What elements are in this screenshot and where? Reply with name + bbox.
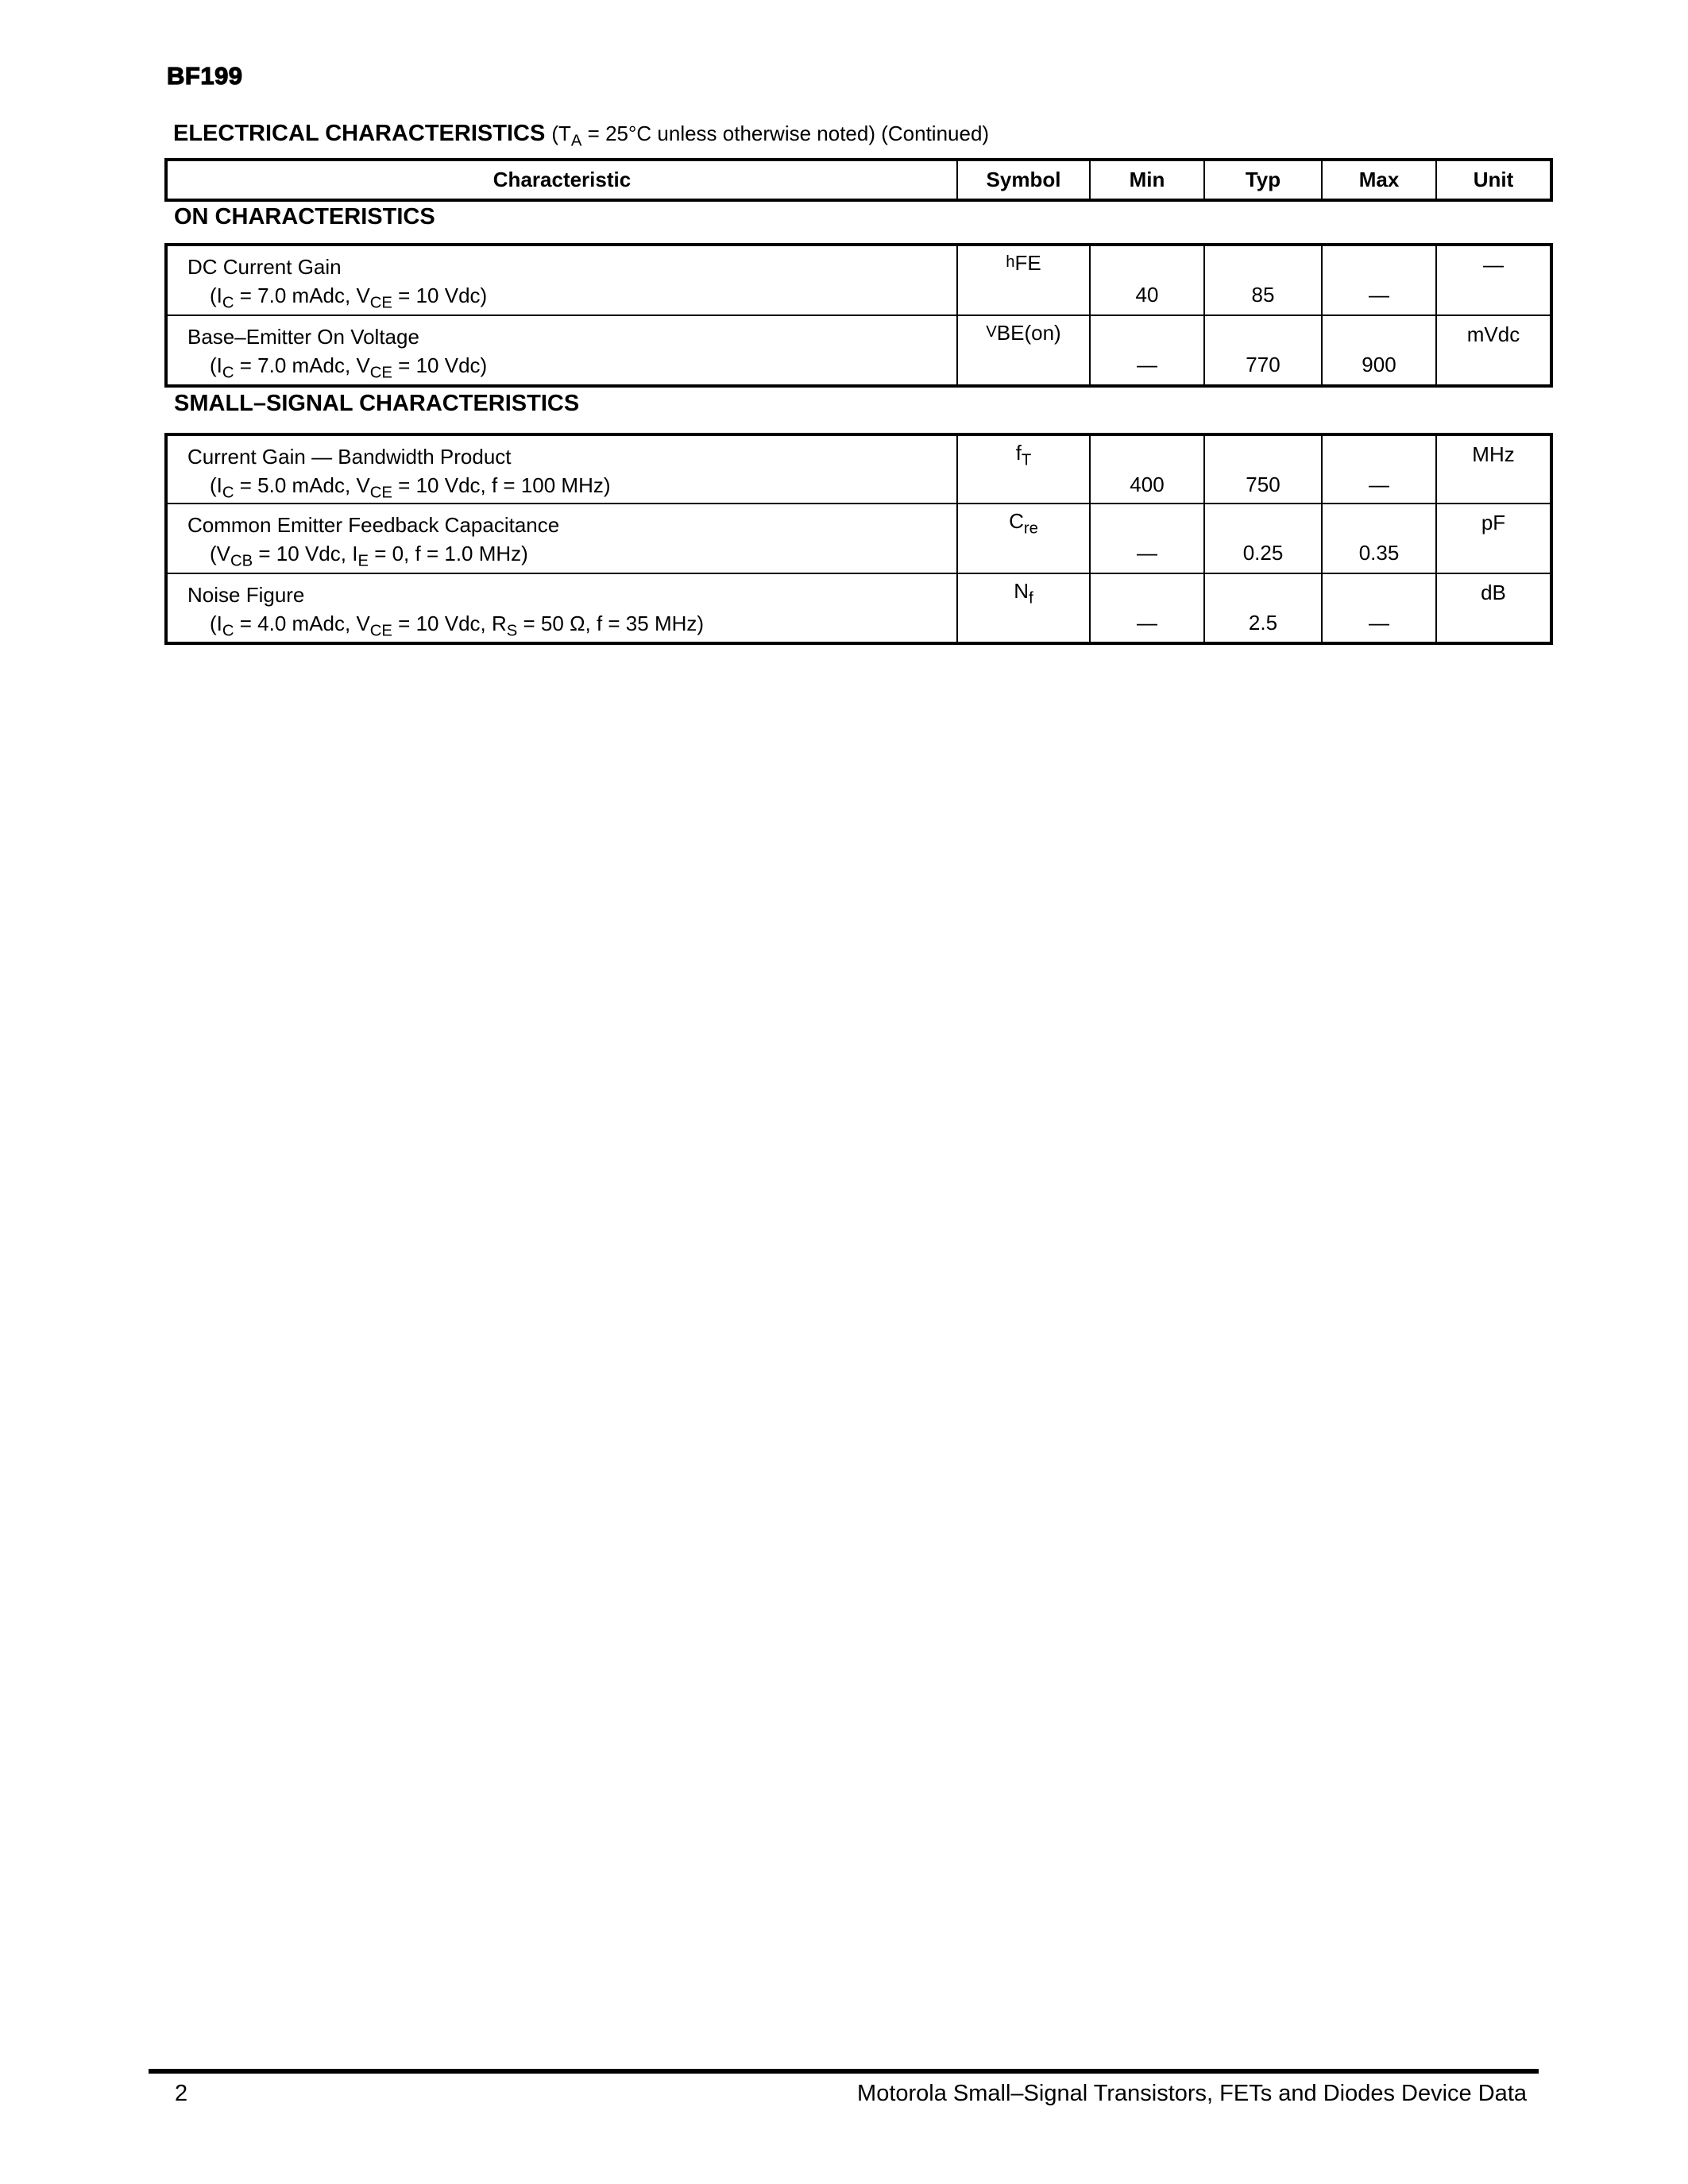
column-header-typ: Typ xyxy=(1204,160,1322,200)
group-label-on-characteristics: ON CHARACTERISTICS xyxy=(174,204,435,230)
column-header-unit: Unit xyxy=(1436,160,1551,200)
min-cell: — xyxy=(1090,315,1204,386)
column-header-symbol: Symbol xyxy=(957,160,1090,200)
section-title xyxy=(173,121,990,150)
symbol-cell: $N_f$ xyxy=(957,573,1090,643)
test-condition: ($I_C = 4.0$ mAdc, $V_{CE} = 10$ Vdc, $R_S = 50$ Ω, f = 35 MHz) xyxy=(210,612,705,640)
section-title-text: ELECTRICAL CHARACTERISTICS xyxy=(173,121,546,146)
typ-cell: 750 xyxy=(1204,434,1322,504)
characteristic-cell xyxy=(166,434,957,504)
page-number: 2 xyxy=(175,2081,188,2106)
max-cell: 0.35 xyxy=(1322,504,1436,573)
test-condition: ($I_C = 7.0$ mAdc, $V_{CE} = 10$ Vdc) xyxy=(210,353,488,382)
max-cell: — xyxy=(1322,573,1436,643)
table-on-characteristics xyxy=(164,243,1553,388)
footer-publication: Motorola Small–Signal Transistors, FETs and Diodes Device Data xyxy=(857,2081,1527,2106)
max-cell: 900 xyxy=(1322,315,1436,386)
column-header-min: Min xyxy=(1090,160,1204,200)
condition-suffix: = 25°C unless otherwise noted) (Continued) xyxy=(581,122,990,145)
characteristic-cell xyxy=(166,245,957,315)
condition-prefix: (T xyxy=(551,122,571,145)
unit-cell: MHz xyxy=(1436,434,1551,504)
group-label-small-signal: SMALL–SIGNAL CHARACTERISTICS xyxy=(174,391,580,416)
characteristic-cell xyxy=(166,504,957,573)
min-cell: — xyxy=(1090,504,1204,573)
table-row xyxy=(166,573,1551,643)
table-row xyxy=(166,245,1551,315)
unit-cell: — xyxy=(1436,245,1551,315)
typ-cell: 0.25 xyxy=(1204,504,1322,573)
characteristic-cell xyxy=(166,573,957,643)
test-condition: ($I_C = 7.0$ mAdc, $V_{CE} = 10$ Vdc) xyxy=(210,284,488,312)
symbol-cell: $f_T$ xyxy=(957,434,1090,504)
typ-cell: 770 xyxy=(1204,315,1322,386)
test-condition: ($V_{CB} = 10$ Vdc, $I_E = 0$, f = 1.0 MHz) xyxy=(210,542,528,570)
min-cell: 40 xyxy=(1090,245,1204,315)
characteristic-name: Current Gain — Bandwidth Product xyxy=(187,445,512,469)
characteristic-name: Common Emitter Feedback Capacitance xyxy=(187,513,560,537)
characteristic-name: Base–Emitter On Voltage xyxy=(187,325,419,349)
table-row xyxy=(166,315,1551,386)
test-condition: ($I_C = 5.0$ mAdc, $V_{CE} = 10$ Vdc, f = 100 MHz) xyxy=(210,473,611,502)
unit-cell: mVdc xyxy=(1436,315,1551,386)
characteristic-cell xyxy=(166,315,957,386)
min-cell: — xyxy=(1090,573,1204,643)
footer-rule xyxy=(149,2069,1539,2074)
typ-cell: 85 xyxy=(1204,245,1322,315)
table-row xyxy=(166,434,1551,504)
symbol-cell: $^V$BE(on) xyxy=(957,315,1090,386)
min-cell: 400 xyxy=(1090,434,1204,504)
unit-cell: dB xyxy=(1436,573,1551,643)
column-header-characteristic: Characteristic xyxy=(166,160,957,200)
column-header-max: Max xyxy=(1322,160,1436,200)
section-condition xyxy=(551,122,990,150)
typ-cell: 2.5 xyxy=(1204,573,1322,643)
table-small-signal-characteristics xyxy=(164,433,1553,645)
condition-sub: A xyxy=(570,132,582,150)
characteristic-name: DC Current Gain xyxy=(187,255,342,279)
table-row xyxy=(166,504,1551,573)
characteristic-name: Noise Figure xyxy=(187,583,305,607)
unit-cell: pF xyxy=(1436,504,1551,573)
symbol-cell: $C_{re}$ xyxy=(957,504,1090,573)
max-cell: — xyxy=(1322,434,1436,504)
table-header xyxy=(164,158,1553,202)
symbol-cell: $^h$FE xyxy=(957,245,1090,315)
part-number-title: BF199 xyxy=(167,62,243,90)
max-cell: — xyxy=(1322,245,1436,315)
